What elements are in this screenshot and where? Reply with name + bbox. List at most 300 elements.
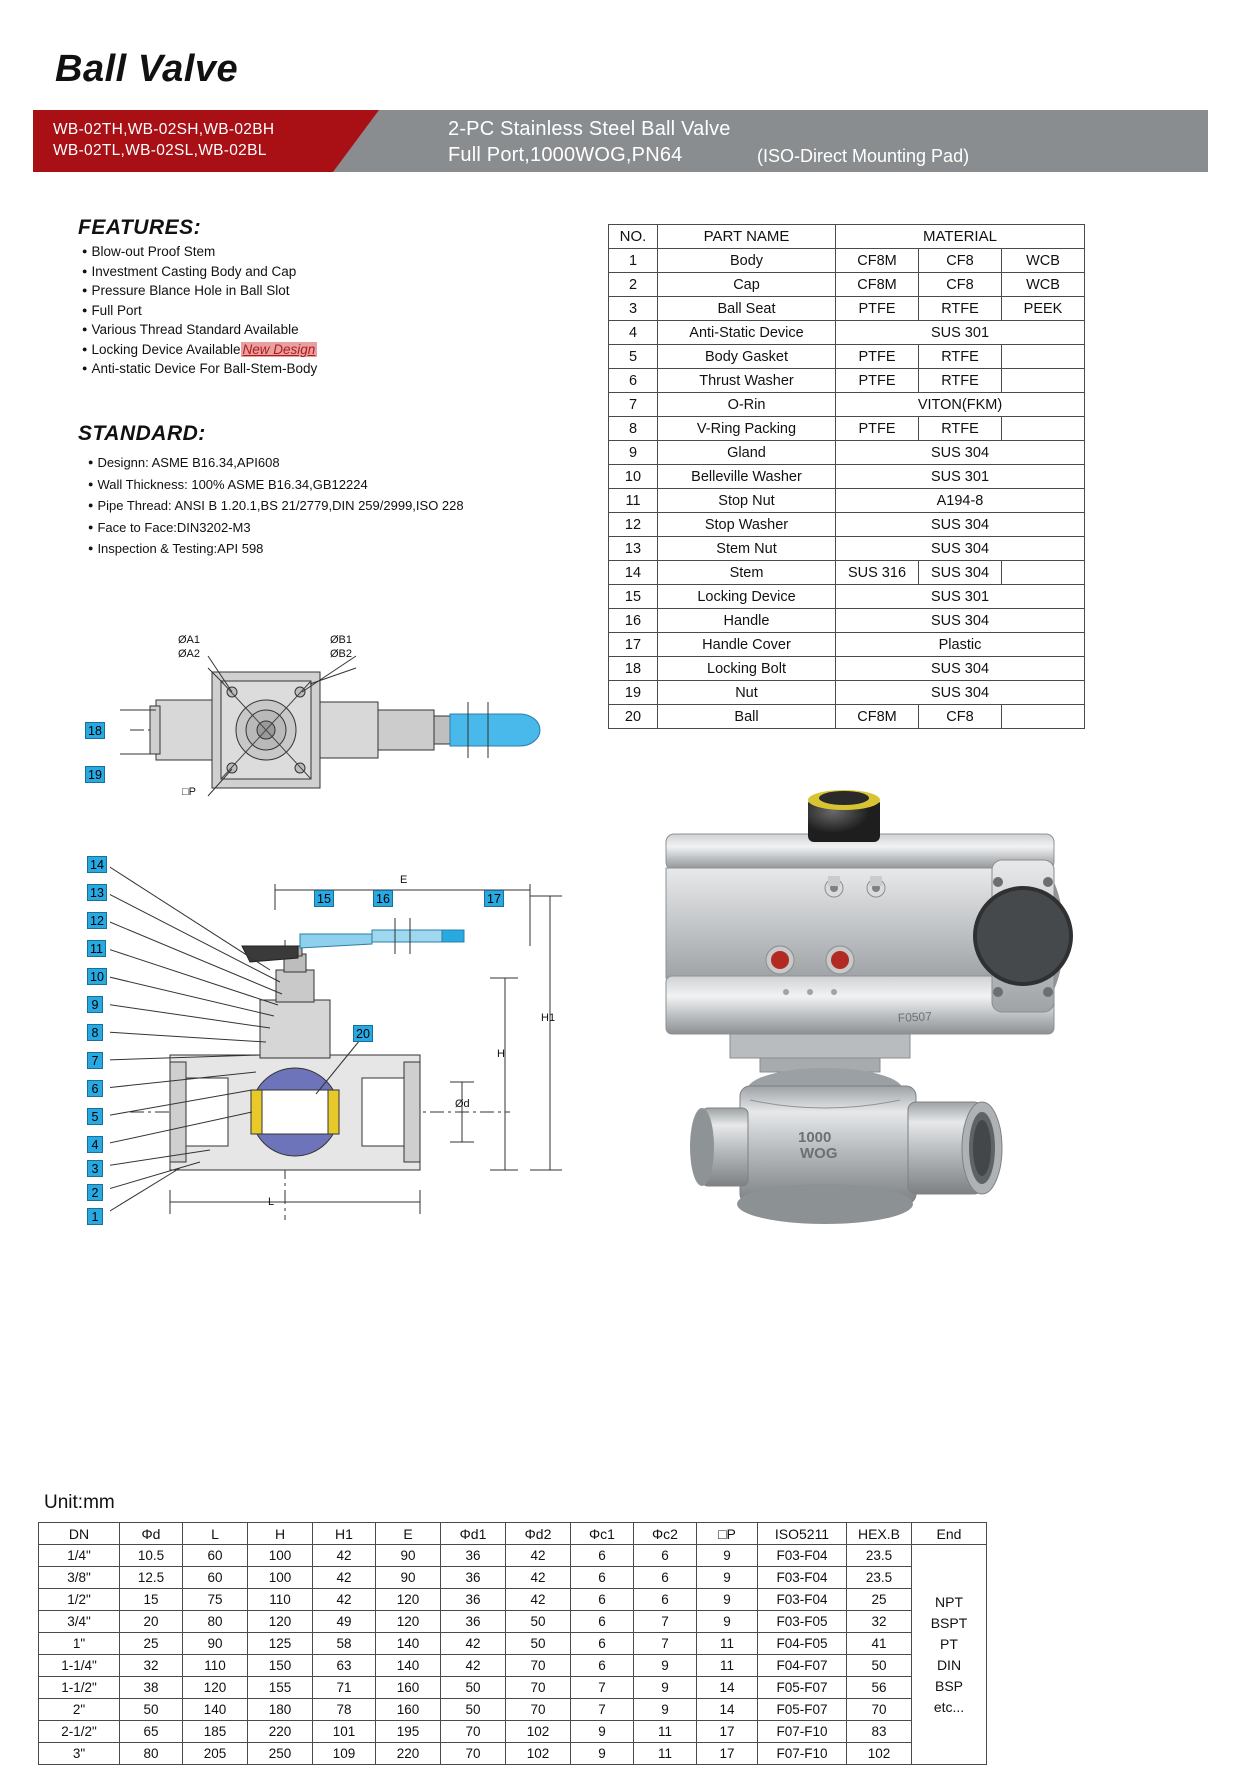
- dimensions-cell: 6: [571, 1633, 634, 1655]
- callout-17: 17: [484, 890, 504, 907]
- parts-header-material: MATERIAL: [836, 225, 1085, 249]
- dimensions-cell: 6: [571, 1567, 634, 1589]
- parts-row-material: SUS 304: [919, 561, 1002, 585]
- parts-table-row: [609, 705, 1085, 729]
- dimensions-cell: 102: [847, 1743, 912, 1765]
- end-option: PT: [940, 1635, 958, 1652]
- standard-heading: STANDARD:: [78, 422, 206, 445]
- callout-15: 15: [314, 890, 334, 907]
- dimensions-cell: 83: [847, 1721, 912, 1743]
- dimensions-cell: 38: [120, 1677, 183, 1699]
- dimensions-cell: 11: [697, 1633, 758, 1655]
- dimensions-cell: 9: [571, 1721, 634, 1743]
- svg-text:WOG: WOG: [800, 1145, 838, 1162]
- parts-row-material: RTFE: [919, 345, 1002, 369]
- parts-row-material: SUS 304: [836, 441, 1085, 465]
- dimensions-cell: 90: [376, 1567, 441, 1589]
- dimensions-header-cell: Φc1: [571, 1523, 634, 1545]
- dimensions-cell: 140: [376, 1655, 441, 1677]
- dimensions-cell: F07-F10: [758, 1743, 847, 1765]
- callout-16: 16: [373, 890, 393, 907]
- parts-row-name: Stop Washer: [658, 513, 836, 537]
- features-list: [82, 242, 317, 379]
- callout-12: 12: [87, 912, 107, 929]
- dimensions-cell: 90: [376, 1545, 441, 1567]
- dimensions-cell: 36: [441, 1567, 506, 1589]
- features-heading: FEATURES:: [78, 216, 202, 239]
- dimensions-cell: 15: [120, 1589, 183, 1611]
- parts-table-row: [609, 249, 1085, 273]
- parts-table-header-row: [609, 225, 1085, 249]
- dimensions-cell: F03-F05: [758, 1611, 847, 1633]
- parts-row-material: [1002, 345, 1085, 369]
- dimensions-cell: 32: [847, 1611, 912, 1633]
- dimensions-cell: F07-F10: [758, 1721, 847, 1743]
- dimensions-cell: F05-F07: [758, 1677, 847, 1699]
- parts-row-name: O-Rin: [658, 393, 836, 417]
- dimensions-header-cell: Φd1: [441, 1523, 506, 1545]
- feature-item: ● Investment Casting Body and Cap: [82, 262, 317, 282]
- dimensions-cell: 6: [571, 1589, 634, 1611]
- dimensions-cell: 49: [313, 1611, 376, 1633]
- parts-row-no: 17: [609, 633, 658, 657]
- dimensions-cell: 50: [506, 1633, 571, 1655]
- parts-row-name: Anti-Static Device: [658, 321, 836, 345]
- dimensions-cell: 50: [441, 1699, 506, 1721]
- dimensions-cell: 42: [313, 1545, 376, 1567]
- parts-row-name: Handle Cover: [658, 633, 836, 657]
- callout-13: 13: [87, 884, 107, 901]
- dimensions-cell: 110: [248, 1589, 313, 1611]
- dimensions-cell: 2-1/2": [39, 1721, 120, 1743]
- feature-item-locking-text: Locking Device Available: [91, 341, 241, 357]
- dimensions-cell: 109: [313, 1743, 376, 1765]
- parts-row-no: 2: [609, 273, 658, 297]
- parts-row-material: CF8M: [836, 273, 919, 297]
- standard-list: [88, 452, 464, 560]
- dimensions-cell: 60: [183, 1545, 248, 1567]
- parts-row-no: 14: [609, 561, 658, 585]
- dimensions-cell: F03-F04: [758, 1567, 847, 1589]
- parts-row-material: SUS 301: [836, 321, 1085, 345]
- dimensions-cell: 42: [441, 1655, 506, 1677]
- dimensions-row: [39, 1611, 987, 1633]
- parts-row-name: Thrust Washer: [658, 369, 836, 393]
- standard-item: ● Designn: ASME B16.34,API608: [88, 452, 464, 474]
- dim-label-E: E: [400, 874, 408, 886]
- dimensions-cell: 250: [248, 1743, 313, 1765]
- parts-table-row: [609, 489, 1085, 513]
- parts-table-row: [609, 657, 1085, 681]
- dimensions-row: [39, 1545, 987, 1567]
- parts-row-material: WCB: [1002, 249, 1085, 273]
- dimensions-cell: 140: [376, 1633, 441, 1655]
- dimensions-cell: 50: [441, 1677, 506, 1699]
- dimensions-cell: 6: [634, 1545, 697, 1567]
- parts-table-row: [609, 585, 1085, 609]
- dimensions-cell: 75: [183, 1589, 248, 1611]
- dimensions-header-cell: H1: [313, 1523, 376, 1545]
- callout-2: 2: [87, 1184, 103, 1201]
- parts-header-name: PART NAME: [658, 225, 836, 249]
- dimensions-row: [39, 1655, 987, 1677]
- dimensions-cell: 11: [634, 1743, 697, 1765]
- parts-row-no: 19: [609, 681, 658, 705]
- dimensions-cell: 9: [697, 1545, 758, 1567]
- dimensions-cell: 160: [376, 1699, 441, 1721]
- feature-item: ● Anti-static Device For Ball-Stem-Body: [82, 359, 317, 379]
- dimensions-cell: 58: [313, 1633, 376, 1655]
- callout-4: 4: [87, 1136, 103, 1153]
- standard-item: ● Wall Thickness: 100% ASME B16.34,GB12224: [88, 474, 464, 496]
- dimensions-cell: 110: [183, 1655, 248, 1677]
- dimensions-header-cell: L: [183, 1523, 248, 1545]
- callout-6: 6: [87, 1080, 103, 1097]
- dimensions-row: [39, 1633, 987, 1655]
- dimensions-cell: 90: [183, 1633, 248, 1655]
- dimensions-cell: 63: [313, 1655, 376, 1677]
- parts-table-row: [609, 609, 1085, 633]
- parts-table-row: [609, 633, 1085, 657]
- parts-row-name: Stem: [658, 561, 836, 585]
- parts-row-name: Body Gasket: [658, 345, 836, 369]
- parts-row-name: Ball Seat: [658, 297, 836, 321]
- dimensions-cell: 120: [183, 1677, 248, 1699]
- dimensions-header-cell: HEX.B: [847, 1523, 912, 1545]
- dimensions-header-cell: End: [912, 1523, 987, 1545]
- end-option: NPT: [935, 1593, 963, 1610]
- dimensions-cell: 3": [39, 1743, 120, 1765]
- parts-row-material: [1002, 705, 1085, 729]
- parts-table-row: [609, 321, 1085, 345]
- parts-row-material: [1002, 369, 1085, 393]
- parts-row-material: CF8: [919, 705, 1002, 729]
- model-codes-line1: WB-02TH,WB-02SH,WB-02BH: [53, 121, 275, 138]
- dimensions-header-cell: DN: [39, 1523, 120, 1545]
- dimensions-cell: 56: [847, 1677, 912, 1699]
- dimensions-header-row: [39, 1523, 987, 1545]
- dimensions-cell: 7: [571, 1677, 634, 1699]
- dimensions-cell: 36: [441, 1589, 506, 1611]
- dimensions-cell: 1": [39, 1633, 120, 1655]
- dimensions-cell: 9: [571, 1743, 634, 1765]
- dimensions-row: [39, 1677, 987, 1699]
- dimensions-cell: 60: [183, 1567, 248, 1589]
- parts-row-no: 18: [609, 657, 658, 681]
- page-title: Ball Valve: [55, 48, 239, 90]
- dimensions-cell: 25: [120, 1633, 183, 1655]
- dim-label-B1: ØB1: [330, 634, 353, 646]
- dimensions-row: [39, 1589, 987, 1611]
- parts-row-name: Handle: [658, 609, 836, 633]
- dimensions-cell: 42: [506, 1545, 571, 1567]
- dimensions-cell: 1-1/4": [39, 1655, 120, 1677]
- dimensions-cell: 80: [183, 1611, 248, 1633]
- header-note: (ISO-Direct Mounting Pad): [757, 146, 970, 166]
- parts-table-row: [609, 561, 1085, 585]
- callout-1: 1: [87, 1208, 103, 1225]
- feature-item-locking: [82, 340, 317, 360]
- dimensions-cell: 6: [634, 1567, 697, 1589]
- dimensions-cell: 125: [248, 1633, 313, 1655]
- dimensions-cell: 70: [441, 1721, 506, 1743]
- dimensions-cell: 6: [634, 1589, 697, 1611]
- header-desc-line2: Full Port,1000WOG,PN64: [448, 144, 683, 166]
- dim-label-L: L: [268, 1196, 275, 1208]
- dimensions-cell: 71: [313, 1677, 376, 1699]
- parts-row-name: Body: [658, 249, 836, 273]
- dimensions-cell: 70: [506, 1655, 571, 1677]
- dimensions-cell: 7: [634, 1633, 697, 1655]
- dimensions-cell: 70: [441, 1743, 506, 1765]
- parts-table-row: [609, 297, 1085, 321]
- dimensions-cell: 50: [120, 1699, 183, 1721]
- dim-label-A1: ØA1: [178, 634, 201, 646]
- parts-row-no: 8: [609, 417, 658, 441]
- dim-label-H: H: [497, 1048, 505, 1060]
- parts-row-no: 6: [609, 369, 658, 393]
- parts-table-row: [609, 441, 1085, 465]
- parts-row-no: 9: [609, 441, 658, 465]
- standard-item: ● Face to Face:DIN3202-M3: [88, 517, 464, 539]
- dimensions-cell: 120: [376, 1589, 441, 1611]
- parts-table-row: [609, 417, 1085, 441]
- dimensions-cell: 50: [506, 1611, 571, 1633]
- dimensions-cell: 25: [847, 1589, 912, 1611]
- dimensions-cell: 41: [847, 1633, 912, 1655]
- parts-row-material: SUS 304: [836, 681, 1085, 705]
- parts-row-name: Locking Device: [658, 585, 836, 609]
- unit-label: Unit:mm: [44, 1492, 115, 1513]
- parts-table-row: [609, 369, 1085, 393]
- dimensions-header-cell: ISO5211: [758, 1523, 847, 1545]
- callout-9: 9: [87, 996, 103, 1013]
- dimensions-cell: 102: [506, 1743, 571, 1765]
- dimensions-cell: 6: [571, 1545, 634, 1567]
- callout-5: 5: [87, 1108, 103, 1125]
- parts-row-material: PTFE: [836, 345, 919, 369]
- dimensions-cell: 42: [313, 1567, 376, 1589]
- parts-row-material: [1002, 417, 1085, 441]
- parts-table-row: [609, 513, 1085, 537]
- dimensions-header-cell: □P: [697, 1523, 758, 1545]
- dimensions-row: [39, 1721, 987, 1743]
- dim-label-P: □P: [182, 786, 196, 798]
- parts-row-material: CF8M: [836, 249, 919, 273]
- callout-11: 11: [87, 940, 106, 957]
- dimensions-cell: 32: [120, 1655, 183, 1677]
- dimensions-cell: 195: [376, 1721, 441, 1743]
- svg-text:F0507: F0507: [897, 1009, 933, 1025]
- dimensions-cell: 6: [571, 1611, 634, 1633]
- dimensions-cell: 2": [39, 1699, 120, 1721]
- parts-row-material: SUS 304: [836, 513, 1085, 537]
- model-codes: [33, 110, 333, 172]
- section-view-drawing: [110, 850, 590, 1250]
- dimensions-cell: 150: [248, 1655, 313, 1677]
- dimensions-cell: 180: [248, 1699, 313, 1721]
- dimensions-cell: 78: [313, 1699, 376, 1721]
- parts-row-name: Belleville Washer: [658, 465, 836, 489]
- dimensions-cell: 1-1/2": [39, 1677, 120, 1699]
- parts-row-no: 16: [609, 609, 658, 633]
- svg-text:1000: 1000: [798, 1129, 832, 1146]
- parts-row-no: 5: [609, 345, 658, 369]
- dimensions-cell: 70: [506, 1699, 571, 1721]
- standard-item: ● Inspection & Testing:API 598: [88, 538, 464, 560]
- dimensions-cell: 70: [506, 1677, 571, 1699]
- parts-material-table: [608, 224, 1085, 729]
- parts-row-material: CF8M: [836, 705, 919, 729]
- dimensions-cell: 3/8": [39, 1567, 120, 1589]
- parts-row-material: SUS 304: [836, 657, 1085, 681]
- dimensions-cell: 9: [634, 1655, 697, 1677]
- parts-row-name: Ball: [658, 705, 836, 729]
- parts-row-no: 7: [609, 393, 658, 417]
- dimensions-cell: 120: [248, 1611, 313, 1633]
- dimensions-cell: 220: [376, 1743, 441, 1765]
- parts-row-material: VITON(FKM): [836, 393, 1085, 417]
- parts-row-material: RTFE: [919, 369, 1002, 393]
- dimensions-cell: 7: [571, 1699, 634, 1721]
- callout-20: 20: [353, 1025, 373, 1042]
- callout-14: 14: [87, 856, 107, 873]
- parts-row-material: RTFE: [919, 417, 1002, 441]
- dimensions-cell: 17: [697, 1721, 758, 1743]
- parts-row-material: CF8: [919, 249, 1002, 273]
- parts-row-no: 1: [609, 249, 658, 273]
- parts-row-material: SUS 301: [836, 585, 1085, 609]
- dimensions-cell: F05-F07: [758, 1699, 847, 1721]
- dimensions-cell: 36: [441, 1545, 506, 1567]
- parts-row-name: Stop Nut: [658, 489, 836, 513]
- dimensions-cell: 1/4": [39, 1545, 120, 1567]
- product-photo: [640, 790, 1110, 1250]
- dimensions-cell: 9: [697, 1611, 758, 1633]
- end-option: BSPT: [930, 1614, 968, 1631]
- dimensions-cell: 11: [634, 1721, 697, 1743]
- dimensions-header-cell: E: [376, 1523, 441, 1545]
- dimensions-cell: F04-F05: [758, 1633, 847, 1655]
- dimensions-cell: 6: [571, 1655, 634, 1677]
- dimensions-cell: F03-F04: [758, 1545, 847, 1567]
- dimensions-cell: 9: [634, 1677, 697, 1699]
- dimensions-cell: 205: [183, 1743, 248, 1765]
- feature-item: ● Blow-out Proof Stem: [82, 242, 317, 262]
- parts-row-material: SUS 301: [836, 465, 1085, 489]
- header-slant-decor: [333, 110, 379, 172]
- parts-row-material: RTFE: [919, 297, 1002, 321]
- dimensions-cell: 9: [634, 1699, 697, 1721]
- parts-row-no: 4: [609, 321, 658, 345]
- parts-row-no: 15: [609, 585, 658, 609]
- dimensions-cell: F04-F07: [758, 1655, 847, 1677]
- dimensions-row: [39, 1699, 987, 1721]
- dimensions-cell: 20: [120, 1611, 183, 1633]
- dimensions-cell: 23.5: [847, 1545, 912, 1567]
- parts-row-name: Locking Bolt: [658, 657, 836, 681]
- dimensions-row: [39, 1567, 987, 1589]
- parts-row-material: CF8: [919, 273, 1002, 297]
- dimensions-cell: 120: [376, 1611, 441, 1633]
- dimensions-cell: 140: [183, 1699, 248, 1721]
- dimensions-cell: 3/4": [39, 1611, 120, 1633]
- feature-item: ● Full Port: [82, 301, 317, 321]
- parts-row-material: A194-8: [836, 489, 1085, 513]
- header-bar: [33, 110, 1208, 172]
- parts-row-material: SUS 304: [836, 537, 1085, 561]
- parts-row-material: SUS 304: [836, 609, 1085, 633]
- dimensions-cell: 155: [248, 1677, 313, 1699]
- callout-19: 19: [85, 766, 105, 783]
- dim-label-phid: Ød: [455, 1098, 470, 1110]
- parts-row-material: SUS 316: [836, 561, 919, 585]
- dimensions-cell: 42: [506, 1589, 571, 1611]
- dimensions-header-cell: Φd2: [506, 1523, 571, 1545]
- dimensions-cell: 36: [441, 1611, 506, 1633]
- dimensions-cell: 70: [847, 1699, 912, 1721]
- dimensions-header-cell: H: [248, 1523, 313, 1545]
- dimensions-cell: 65: [120, 1721, 183, 1743]
- dimensions-cell: 101: [313, 1721, 376, 1743]
- model-codes-line2: WB-02TL,WB-02SL,WB-02BL: [53, 142, 267, 159]
- parts-header-no: NO.: [609, 225, 658, 249]
- end-option: etc...: [933, 1698, 965, 1715]
- parts-row-material: [1002, 561, 1085, 585]
- parts-row-material: Plastic: [836, 633, 1085, 657]
- parts-table-row: [609, 681, 1085, 705]
- parts-row-no: 3: [609, 297, 658, 321]
- dimensions-cell: 42: [313, 1589, 376, 1611]
- dimensions-cell: 17: [697, 1743, 758, 1765]
- dimensions-cell: 160: [376, 1677, 441, 1699]
- dimensions-cell: 220: [248, 1721, 313, 1743]
- parts-table-row: [609, 537, 1085, 561]
- parts-row-material: PTFE: [836, 297, 919, 321]
- parts-row-name: V-Ring Packing: [658, 417, 836, 441]
- parts-row-no: 20: [609, 705, 658, 729]
- dimensions-cell: 14: [697, 1699, 758, 1721]
- feature-item: ● Various Thread Standard Available: [82, 320, 317, 340]
- end-connection-options: [912, 1545, 987, 1765]
- callout-10: 10: [87, 968, 107, 985]
- dimensions-cell: 9: [697, 1567, 758, 1589]
- dimensions-cell: F03-F04: [758, 1589, 847, 1611]
- dimensions-cell: 100: [248, 1567, 313, 1589]
- parts-table-row: [609, 465, 1085, 489]
- end-option: DIN: [936, 1656, 962, 1673]
- parts-row-name: Cap: [658, 273, 836, 297]
- parts-table-row: [609, 393, 1085, 417]
- parts-row-no: 12: [609, 513, 658, 537]
- end-option: BSP: [934, 1677, 963, 1694]
- dimensions-header-cell: Φc2: [634, 1523, 697, 1545]
- parts-row-material: PTFE: [836, 417, 919, 441]
- callout-18: 18: [85, 722, 105, 739]
- callout-3: 3: [87, 1160, 103, 1177]
- feature-item: ● Pressure Blance Hole in Ball Slot: [82, 281, 317, 301]
- dimensions-cell: 42: [441, 1633, 506, 1655]
- dimensions-cell: 185: [183, 1721, 248, 1743]
- parts-table-row: [609, 273, 1085, 297]
- dimensions-cell: 11: [697, 1655, 758, 1677]
- dimensions-cell: 10.5: [120, 1545, 183, 1567]
- parts-table-row: [609, 345, 1085, 369]
- dimensions-row: [39, 1743, 987, 1765]
- standard-item: ● Pipe Thread: ANSI B 1.20.1,BS 21/2779,DIN 259/2999,ISO 228: [88, 495, 464, 517]
- dimensions-cell: 42: [506, 1567, 571, 1589]
- dim-label-A2: ØA2: [178, 648, 201, 660]
